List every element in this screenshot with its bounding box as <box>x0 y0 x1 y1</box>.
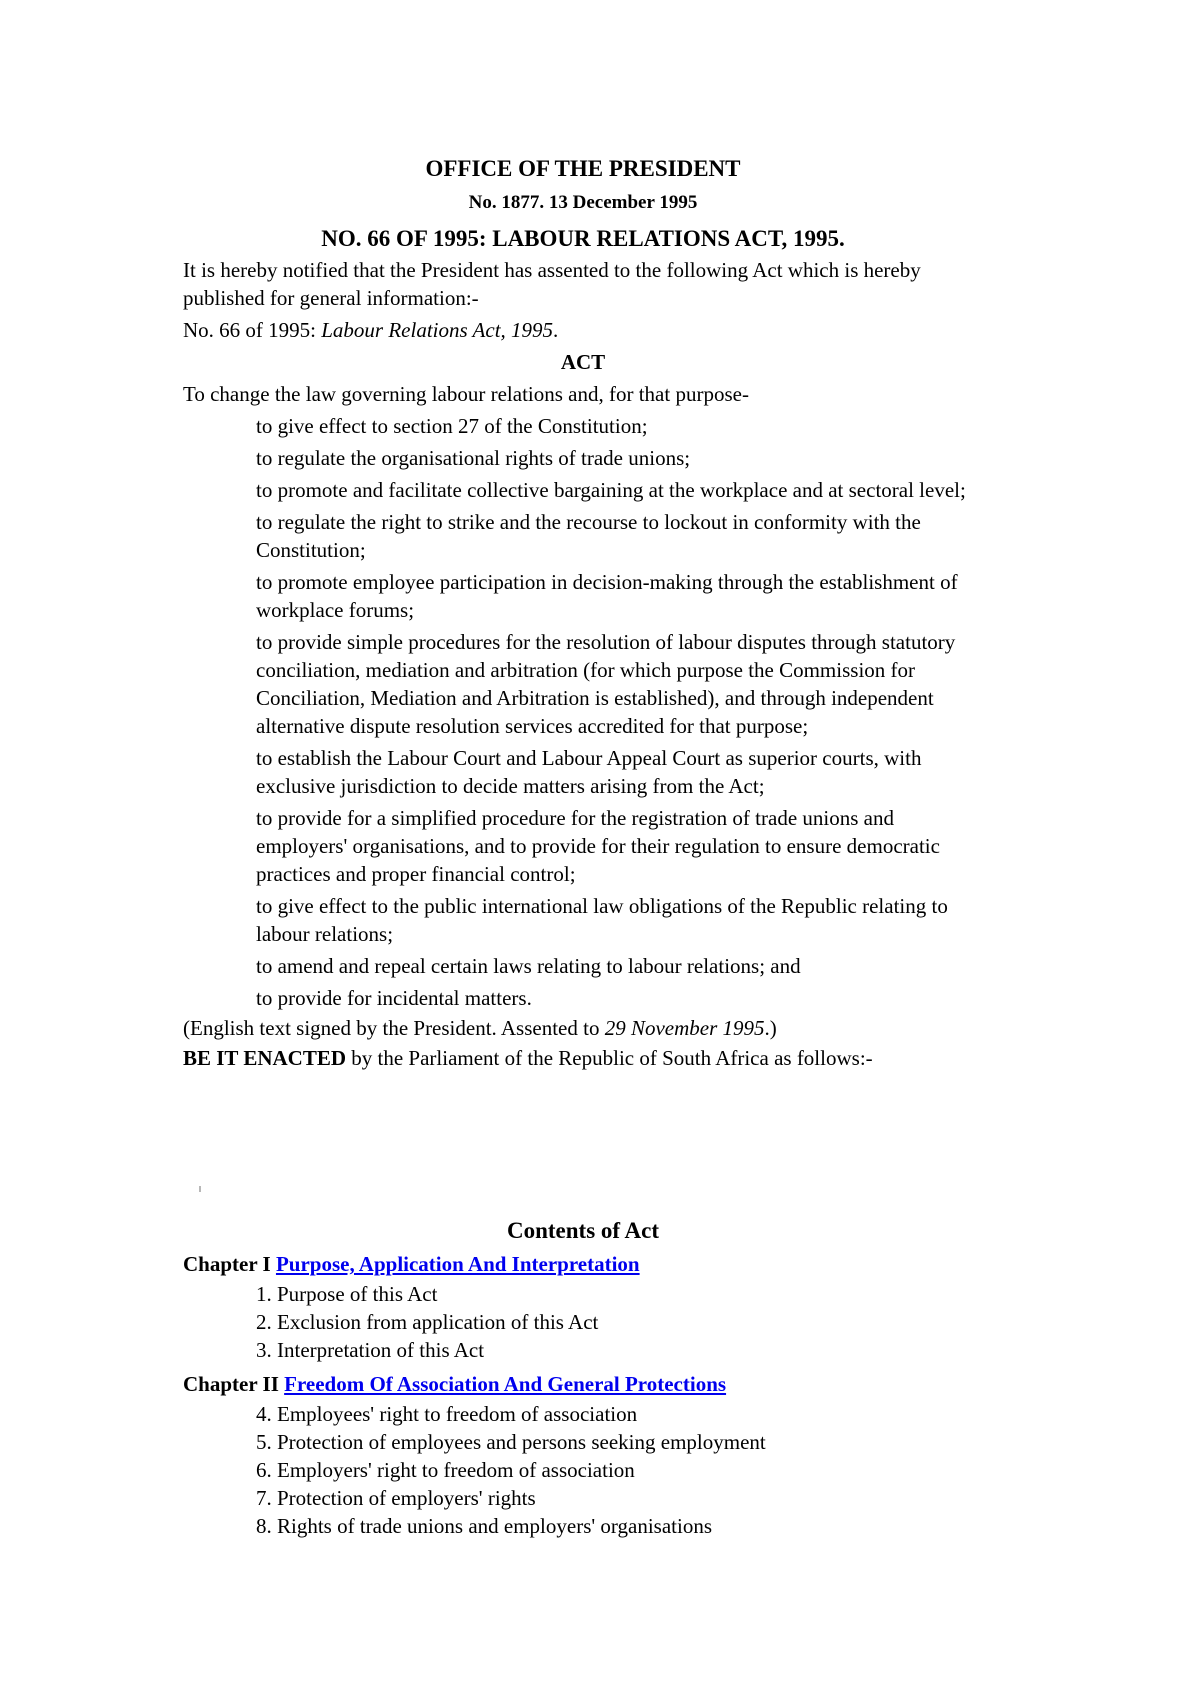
section-item: 6. Employers' right to freedom of association <box>256 1458 635 1482</box>
objective-item: to promote employee participation in decision-making through the establishment of workplace forums; <box>256 570 958 622</box>
office-heading: OFFICE OF THE PRESIDENT <box>425 156 741 181</box>
contents-chapters <box>183 1250 983 1540</box>
enacted-paragraph <box>183 1044 983 1072</box>
chapter-heading-2 <box>183 1370 983 1398</box>
section-item: 1. Purpose of this Act <box>256 1282 438 1306</box>
chapter-1-sections <box>183 1280 983 1364</box>
objective-item: to provide for incidental matters. <box>256 986 532 1010</box>
section-item: 8. Rights of trade unions and employers' organisations <box>256 1514 713 1538</box>
act-number-prefix: No. 66 of 1995: <box>183 318 322 342</box>
objective-item: to provide simple procedures for the resolution of labour disputes through statutory conciliation, mediation and arbitration (for which purpose the Commission for Conciliation, Mediation and Arbitration is established), and through independent alternative dispute resolution services accredited for that purpose; <box>256 630 956 738</box>
objective-item: to regulate the organisational rights of trade unions; <box>256 446 691 470</box>
chapter-label: Chapter I <box>183 1252 276 1276</box>
section-item: 2. Exclusion from application of this Act <box>256 1310 599 1334</box>
page-mark <box>199 1186 201 1192</box>
objective-item: to give effect to section 27 of the Constitution; <box>256 414 648 438</box>
act-number-paragraph <box>183 316 983 344</box>
act-number-italic: Labour Relations Act, 1995 <box>321 318 554 342</box>
section-item: 3. Interpretation of this Act <box>256 1338 485 1362</box>
section-item: 7. Protection of employers' rights <box>256 1486 536 1510</box>
enacted-rest: by the Parliament of the Republic of South Africa as follows:- <box>346 1046 873 1070</box>
document-body <box>183 150 983 1072</box>
enacted-bold: BE IT ENACTED <box>183 1046 346 1070</box>
chapter-heading-1 <box>183 1250 983 1278</box>
notice-line: No. 1877. 13 December 1995 <box>468 192 698 213</box>
signed-paragraph <box>183 1014 983 1042</box>
contents-title: Contents of Act <box>506 1218 660 1243</box>
objective-item: to give effect to the public international law obligations of the Republic relating to labour relations; <box>256 894 948 946</box>
objective-item: to amend and repeal certain laws relating to labour relations; and <box>256 954 801 978</box>
chapter-link-freedom[interactable]: Freedom Of Association And General Protections <box>284 1372 727 1396</box>
objective-item: to regulate the right to strike and the recourse to lockout in conformity with the Constitution; <box>256 510 921 562</box>
chapter-label: Chapter II <box>183 1372 285 1396</box>
act-number-suffix: . <box>553 318 559 342</box>
act-heading: ACT <box>560 350 606 374</box>
signed-suffix: .) <box>764 1016 777 1040</box>
signed-prefix: (English text signed by the President. Assented to <box>183 1016 605 1040</box>
signed-date: 29 November 1995 <box>604 1016 765 1040</box>
section-item: 4. Employees' right to freedom of association <box>256 1402 638 1426</box>
chapter-link-purpose[interactable]: Purpose, Application And Interpretation <box>275 1252 640 1276</box>
chapter-2-sections <box>183 1400 983 1540</box>
purpose-intro: To change the law governing labour relations and, for that purpose- <box>183 382 749 406</box>
objective-item: to provide for a simplified procedure for the registration of trade unions and employers' organisations, and to provide for their regulation to ensure democratic practices and proper financial control; <box>256 806 940 886</box>
objective-item: to promote and facilitate collective bargaining at the workplace and at sectoral level; <box>256 478 966 502</box>
objective-item: to establish the Labour Court and Labour Appeal Court as superior courts, with exclusive jurisdiction to decide matters arising from the Act; <box>256 746 922 798</box>
notice-paragraph: It is hereby notified that the President has assented to the following Act which is hereby published for general information:- <box>183 258 921 310</box>
section-item: 5. Protection of employees and persons seeking employment <box>256 1430 766 1454</box>
act-title: NO. 66 OF 1995: LABOUR RELATIONS ACT, 1995. <box>321 226 845 251</box>
objectives-list <box>183 412 983 1012</box>
